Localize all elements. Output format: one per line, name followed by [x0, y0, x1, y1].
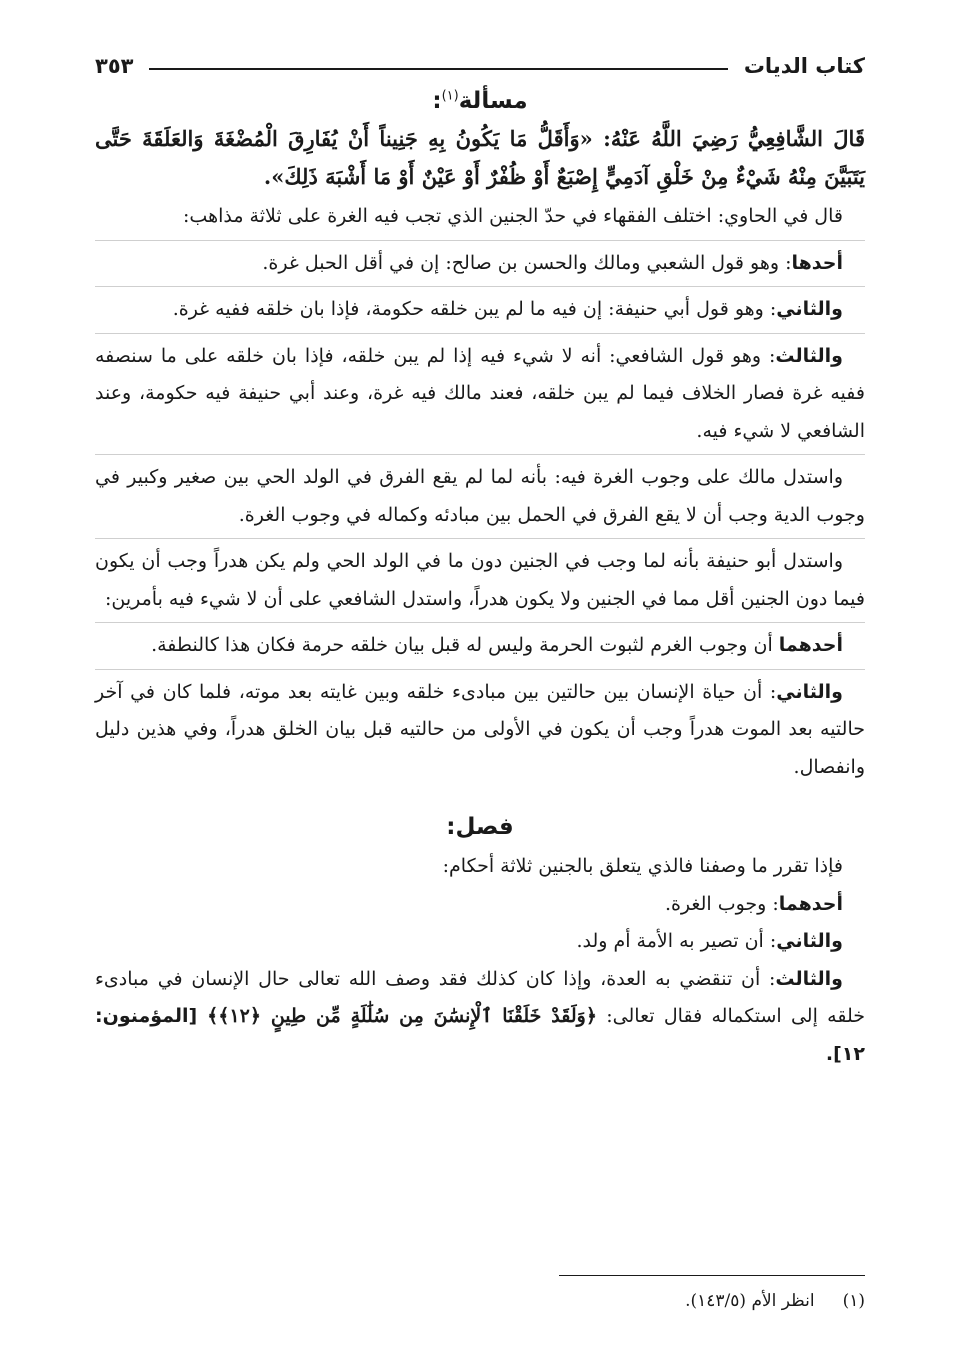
paragraph-label: أحدها [791, 251, 843, 274]
paragraph-text: واستدل مالك على وجوب الغرة فيه: بأنه لما لم يقع الفرق في الولد الحي بين صغير وكبير في وجوب الدية وجب أن لا يقع الفرق في الحمل بين مبادئه وكماله في وجوب الغرة. [95, 466, 865, 526]
paragraph [95, 459, 865, 534]
paragraph-separator [95, 454, 865, 455]
paragraph-text: : وجوب الغرة. [664, 892, 779, 915]
paragraph-text: أن وجوب الغرم لثبوت الحرمة وليس له قبل بيان خلقه حرمة فكان هذا كالنطفة. [151, 634, 779, 656]
paragraph-text: واستدل أبو حنيفة بأنه لما وجب في الجنين دون ما في الولد الحي ولم يكن هدراً وجب أن يكون فيما دون الجنين أقل مما في الجنين ولا يكون هدراً، واستدل الشافعي على أن لا شيء فيه بأمرين: [95, 550, 865, 610]
paragraph-label: والثاني [776, 298, 843, 320]
quran-verse: ﴿وَلَقَدْ خَلَقْنَا ٱلْإِنسَٰنَ مِن سُلَٰلَةٍ مِّن طِينٍ ﴿١٢﴾﴾ [207, 1005, 597, 1027]
paragraph [95, 245, 865, 283]
paragraph-separator [95, 669, 865, 670]
paragraph-label: والثاني [776, 930, 843, 952]
footnote [685, 1291, 865, 1311]
paragraph-label: والثالث [775, 967, 843, 990]
document-page [95, 38, 865, 1073]
commentary-body [95, 198, 865, 786]
paragraph [95, 291, 865, 329]
section-body [95, 848, 865, 961]
paragraph [95, 627, 865, 665]
paragraph [95, 886, 865, 924]
paragraph-text: : وهو قول الشافعي: أنه لا شيء فيه إذا لم يبن خلقه، فإذا بان خلقه على ما سنصفه ففيه غرة فصار الخلاف فيما لم يبن خلقه، فعند مالك فيه غرة، وعند أبي حنيفة فيه حكومة، وعند الشافعي لا شيء فيه. [95, 344, 865, 442]
paragraph [95, 674, 865, 787]
heading-footnote-ref: (١) [441, 88, 459, 104]
paragraph-label: والثاني [776, 680, 843, 703]
last-paragraph [95, 961, 865, 1074]
paragraph-text: : وهو قول الشعبي ومالك والحسن بن صالح: إن في أقل الحبل غرة. [262, 251, 792, 274]
paragraph [95, 923, 865, 961]
paragraph-label: أحدهما [778, 892, 843, 915]
paragraph-separator [95, 240, 865, 241]
paragraph [95, 338, 865, 451]
paragraph [95, 848, 865, 886]
paragraph-text: قال في الحاوي: اختلف الفقهاء في حدّ الجنين الذي تجب فيه الغرة على ثلاثة مذاهب: [183, 205, 843, 227]
heading-colon: : [432, 88, 442, 114]
footnote-rule [559, 1275, 865, 1276]
running-title: كتاب الديات [743, 54, 865, 78]
footnote-number: (١) [842, 1291, 865, 1311]
paragraph-label: أحدهما [778, 634, 843, 656]
paragraph-separator [95, 333, 865, 334]
paragraph-text: : أن تصير به الأمة أم ولد. [576, 930, 777, 952]
footnote-text: انظر الأم (١٤٣/٥). [685, 1291, 815, 1311]
paragraph-text: : أن تنقضي به العدة، وإذا كان كذلك فقد وصف الله تعالى حال الإنسان في مبادىء خلقه إلى استكماله فقال تعالى: [95, 967, 865, 1027]
verse-citation: [المؤمنون: ١٢]. [95, 1005, 865, 1065]
page-header [95, 38, 865, 78]
header-rule [149, 68, 727, 70]
paragraph-text: : أن حياة الإنسان بين حالتين بين مبادىء خلقه وبين غايته بعد موته، فلما كان في آخر حالتيه بعد الموت هدراً وجب أن يكون في الأولى من حالتيه قبل بيان الخلق هدراً، وفي هذين دليل وانفصال. [95, 680, 865, 778]
paragraph-separator [95, 286, 865, 287]
imam-statement: قَالَ الشَّافِعِيُّ رَضِيَ اللَّهُ عَنْهُ: «وَأَقَلُّ مَا يَكُونُ بِهِ جَنِيناً أَنْ يُفَارِقَ الْمُضْغَةَ وَالعَلَقَةَ حَتَّى يَتَبَيَّنَ مِنْهُ شَيْءٌ مِنْ خَلْقِ آدَمِيٍّ إِصْبَعٌ أَوْ ظُفْرٌ أَوْ عَيْنٌ أَوْ مَا أَشْبَهَ ذَلِكَ». [95, 126, 865, 189]
issue-heading [95, 88, 865, 114]
paragraph-label: والثالث [775, 344, 843, 367]
paragraph-separator [95, 622, 865, 623]
paragraph [95, 198, 865, 236]
page-number: ٣٥٣ [95, 54, 134, 78]
paragraph-separator [95, 538, 865, 539]
paragraph [95, 543, 865, 618]
paragraph-text: : وهو قول أبي حنيفة: إن فيه ما لم يبن خلقه حكومة، فإذا بان خلقه ففيه غرة. [172, 298, 777, 320]
paragraph-text: فإذا تقرر ما وصفنا فالذي يتعلق بالجنين ثلاثة أحكام: [442, 855, 843, 877]
section-title: فصل: [446, 814, 514, 840]
heading-text: مسألة [458, 88, 528, 114]
